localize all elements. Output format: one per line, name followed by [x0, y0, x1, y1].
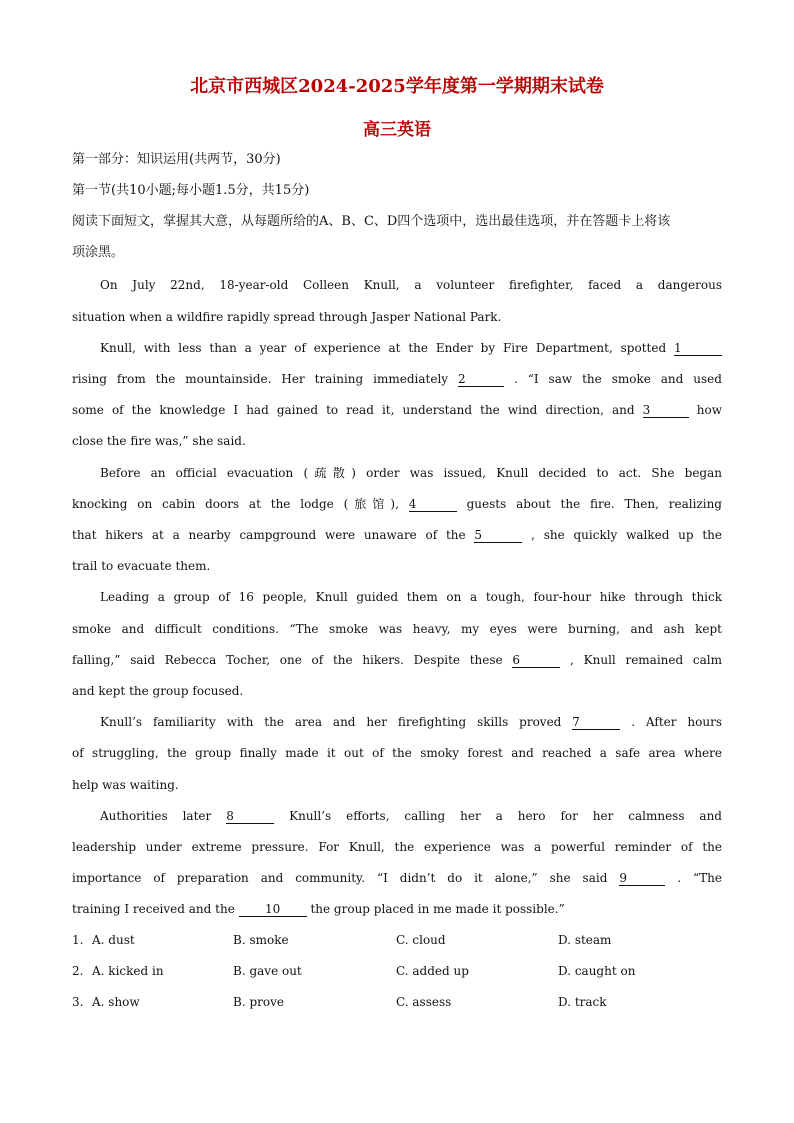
passage-line: and kept the group focused. — [72, 684, 244, 698]
blank-4: 4 — [409, 498, 457, 512]
option-d: D. caught on — [558, 964, 636, 978]
option-b: B. prove — [233, 995, 284, 1009]
passage-text: . After hours — [631, 715, 722, 729]
section-heading: 第一节(共10小题;每小题1.5分，共15分) — [72, 183, 310, 198]
passage-line — [72, 808, 722, 824]
passage-line: leadership under extreme pressure. For Knull, the experience was a powerful reminder of the — [72, 840, 722, 854]
blank-8: 8 — [226, 810, 274, 824]
option-a: A. show — [92, 995, 140, 1009]
exam-subject: 高三英语 — [363, 120, 431, 140]
blank-10: 10 — [239, 903, 307, 917]
passage-text: . “The — [677, 871, 722, 885]
option-b: B. smoke — [233, 933, 289, 947]
passage-line — [72, 652, 722, 668]
blank-9: 9 — [619, 872, 665, 886]
option-a: A. kicked in — [92, 964, 164, 978]
passage-text: how — [696, 403, 722, 417]
passage-line — [72, 402, 722, 418]
option-d: D. steam — [558, 933, 612, 947]
option-b: B. gave out — [233, 964, 302, 978]
passage-text: the group placed in me made it possible.” — [310, 902, 565, 916]
passage-line — [72, 901, 565, 917]
passage-line: Before an official evacuation (疏散) order was issued, Knull decided to act. She began — [100, 466, 722, 480]
passage-line — [72, 527, 722, 543]
direction-text-cont: 项涂黑。 — [72, 245, 125, 260]
option-a: A. dust — [92, 933, 135, 947]
passage-line: trail to evacuate them. — [72, 559, 211, 573]
option-c: C. cloud — [396, 933, 446, 947]
question-number: 3. — [72, 995, 84, 1009]
blank-3: 3 — [643, 404, 689, 418]
passage-text: guests about the fire. Then, realizing — [466, 497, 722, 511]
passage-line: Leading a group of 16 people, Knull guided them on a tough, four-hour hike through thick — [100, 590, 722, 604]
passage-text: , Knull remained calm — [570, 653, 722, 667]
passage-text: some of the knowledge I had gained to read it, understand the wind direction, and — [72, 403, 635, 417]
passage-text: Authorities later — [100, 809, 212, 823]
passage-text: , she quickly walked up the — [531, 528, 722, 542]
passage-line: close the fire was,” she said. — [72, 434, 246, 448]
part-heading: 第一部分：知识运用(共两节，30分) — [72, 152, 281, 167]
passage-line: On July 22nd, 18-year-old Colleen Knull, a volunteer firefighter, faced a dangerous — [100, 278, 722, 292]
passage-line: help was waiting. — [72, 778, 179, 792]
question-number: 1. — [72, 933, 84, 947]
passage-text: knocking on cabin doors at the lodge (旅馆), — [72, 497, 399, 511]
blank-5: 5 — [474, 529, 522, 543]
passage-text: Knull’s efforts, calling her a hero for her calmness and — [289, 809, 722, 823]
passage-line — [72, 371, 722, 387]
passage-line: smoke and difficult conditions. “The smoke was heavy, my eyes were burning, and ash kept — [72, 622, 722, 636]
passage-text: that hikers at a nearby campground were unaware of the — [72, 528, 466, 542]
passage-text: Knull’s familiarity with the area and her firefighting skills proved — [100, 715, 562, 729]
passage-line — [72, 340, 722, 356]
passage-text: importance of preparation and community. “I didn’t do it alone,” she said — [72, 871, 608, 885]
blank-7: 7 — [572, 716, 620, 730]
passage-text: Knull, with less than a year of experience at the Ender by Fire Department, spotted — [100, 341, 667, 355]
exam-title: 北京市西城区2024-2025学年度第一学期期末试卷 — [190, 76, 604, 97]
passage-text: rising from the mountainside. Her training immediately — [72, 372, 449, 386]
passage-text: training I received and the — [72, 902, 235, 916]
option-d: D. track — [558, 995, 607, 1009]
passage-line: situation when a wildfire rapidly spread through Jasper National Park. — [72, 310, 502, 324]
blank-6: 6 — [512, 654, 560, 668]
question-number: 2. — [72, 964, 84, 978]
passage-line — [72, 496, 722, 512]
option-c: C. assess — [396, 995, 452, 1009]
option-c: C. added up — [396, 964, 469, 978]
direction-text: 阅读下面短文，掌握其大意，从每题所给的A、B、C、D四个选项中，选出最佳选项，并在答题卡上将该 — [72, 214, 671, 229]
passage-text: . “I saw the smoke and used — [513, 372, 722, 386]
blank-1: 1 — [674, 342, 722, 356]
passage-line — [72, 714, 722, 730]
passage-line: of struggling, the group finally made it out of the smoky forest and reached a safe area where — [72, 746, 722, 760]
passage-text: falling,” said Rebecca Tocher, one of the hikers. Despite these — [72, 653, 503, 667]
blank-2: 2 — [458, 373, 504, 387]
passage-line — [72, 870, 722, 886]
